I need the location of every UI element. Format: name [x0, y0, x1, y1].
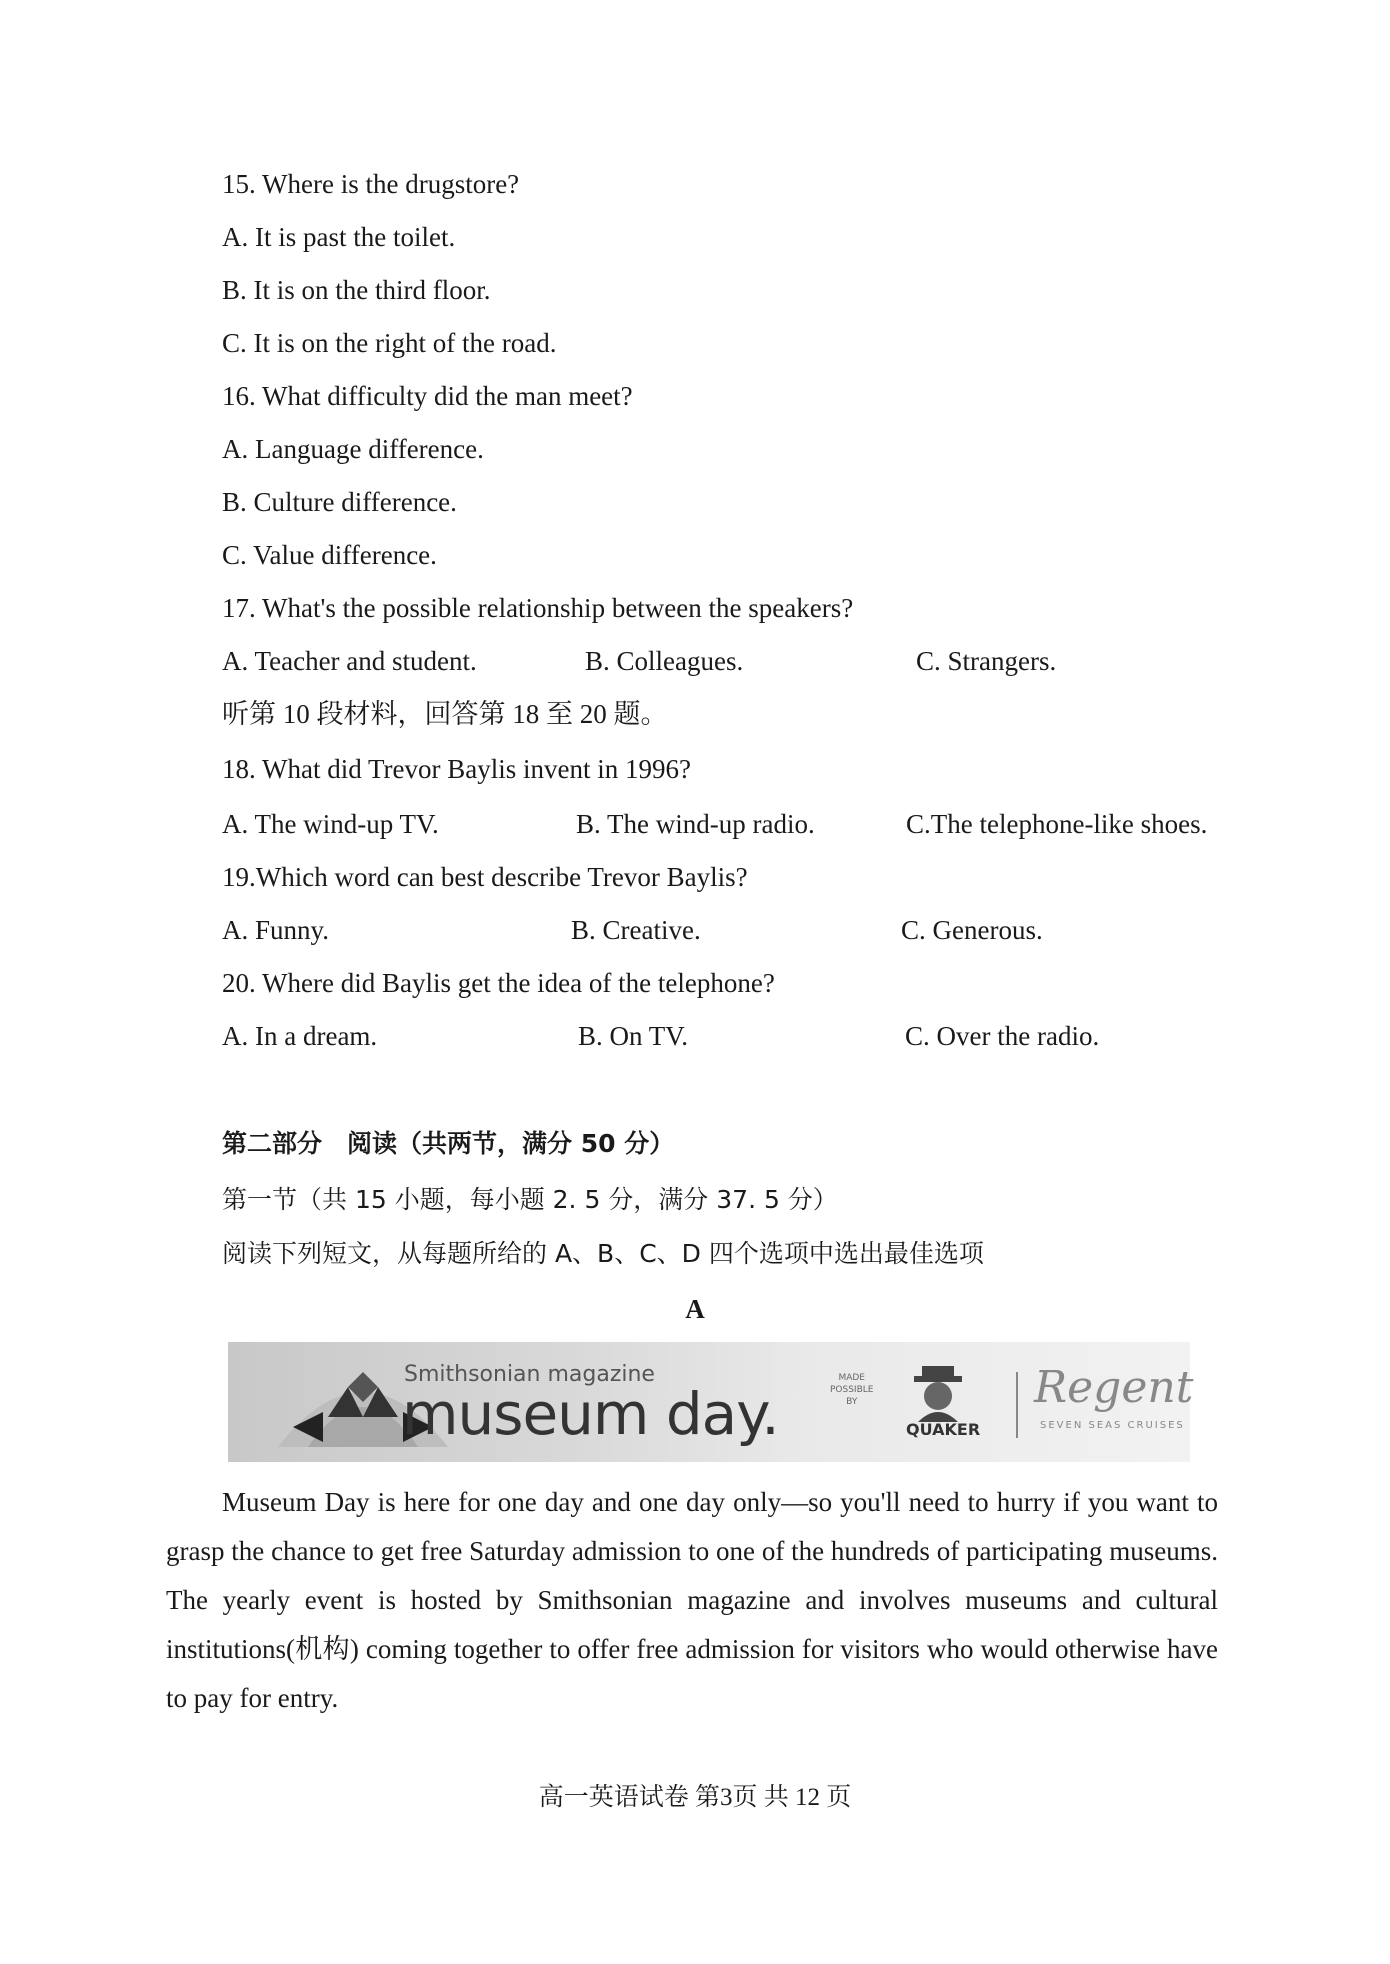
option: A. Language difference.: [222, 434, 484, 464]
option: C. Over the radio.: [905, 1021, 1100, 1051]
question-stem: 15. Where is the drugstore?: [222, 169, 520, 199]
passage-paragraph: Museum Day is here for one day and one day only—so you'll need to hurry if you want to grasp the chance to get free Saturday admission to one of the hundreds of participating museums. The yearly event is hosted by Smithsonian magazine and involves museums and cultural institutions(机构) coming together to offer free admission for visitors who would otherwise have to pay for entry.: [166, 1487, 1218, 1713]
made-possible-text: MADE POSSIBLE BY: [830, 1373, 874, 1407]
question-stem: 19.Which word can best describe Trevor Baylis?: [222, 862, 748, 892]
option: C. It is on the right of the road.: [222, 328, 557, 358]
part-title: 第二部分 阅读（共两节，满分 50 分）: [222, 1129, 675, 1158]
option: A. In a dream.: [222, 1021, 378, 1051]
page-footer: 高一英语试卷 第3页 共 12 页: [538, 1784, 852, 1811]
option: B. Colleagues.: [585, 646, 744, 676]
question-stem: 20. Where did Baylis get the idea of the telephone?: [222, 968, 775, 998]
option: C. Value difference.: [222, 540, 437, 570]
option: C. Strangers.: [916, 646, 1057, 676]
reading-instruction: 阅读下列短文，从每题所给的 A、B、C、D 四个选项中选出最佳选项: [222, 1239, 984, 1268]
option: B. Creative.: [571, 915, 701, 945]
museum-day-banner: [228, 1342, 1194, 1462]
banner-small-text: Smithsonian magazine: [404, 1362, 655, 1387]
banner-big-text: museum day.: [402, 1380, 779, 1448]
question-stem: 16. What difficulty did the man meet?: [222, 381, 633, 411]
option: A. It is past the toilet.: [222, 222, 456, 252]
banner-divider: [1016, 1372, 1018, 1438]
option: B. Culture difference.: [222, 487, 457, 517]
sponsor-quaker: QUAKER: [906, 1420, 981, 1439]
question-stem: 18. What did Trevor Baylis invent in 1996?: [222, 754, 691, 784]
option: B. The wind-up radio.: [576, 809, 815, 839]
option: A. Teacher and student.: [222, 646, 477, 676]
passage-label: A: [685, 1294, 705, 1324]
listening-instruction: 听第 10 段材料，回答第 18 至 20 题。: [222, 699, 668, 729]
question-stem: 17. What's the possible relationship between the speakers?: [222, 593, 854, 623]
option: B. It is on the third floor.: [222, 275, 491, 305]
sponsor-regent: Regent: [1034, 1362, 1194, 1413]
option: A. Funny.: [222, 915, 330, 945]
quaker-logo-icon: [908, 1362, 968, 1422]
option: C. Generous.: [901, 915, 1043, 945]
sponsor-regent-sub: SEVEN SEAS CRUISES: [1040, 1420, 1185, 1431]
section-title: 第一节（共 15 小题，每小题 2. 5 分，满分 37. 5 分）: [222, 1185, 838, 1214]
option: C.The telephone-like shoes.: [906, 809, 1208, 839]
option: A. The wind-up TV.: [222, 809, 439, 839]
option: B. On TV.: [578, 1021, 689, 1051]
